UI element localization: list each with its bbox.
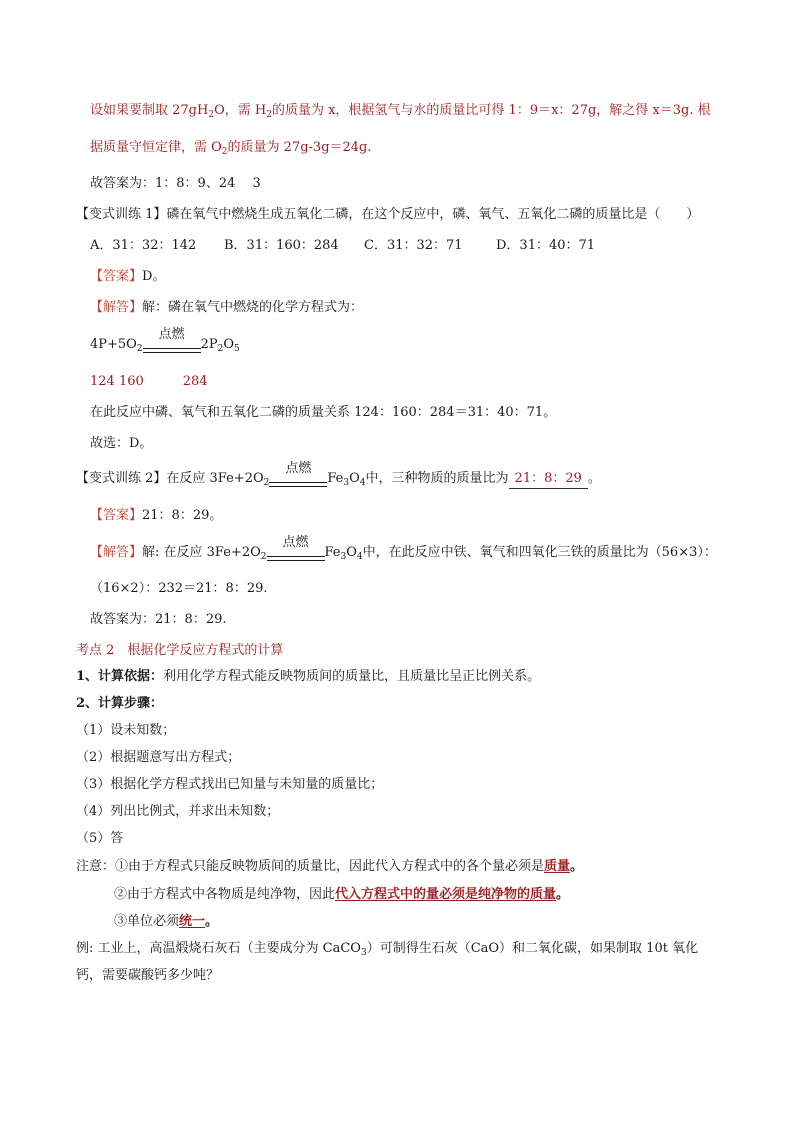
exercise2-explain: 【解答】解: 在反应 $3Fe+2O_2$ 点燃 $Fe_3O_4$中，在此反应中铁、氧气和四氧化三铁的质量比为（56×3）：: [90, 544, 717, 566]
exercise1-equation: $4P+5O_2$ 点燃 $2P_2O_5$: [90, 336, 240, 358]
answer-blank: 21：8：29: [509, 470, 588, 489]
exercise2-stem: 【变式训练 2】在反应 $3Fe+2O_2$ 点燃 $Fe_3O_4$中，三种物质的质量比为 21：8：29 。: [76, 470, 601, 492]
section-point-2: 2、计算步骤：: [76, 696, 164, 711]
step-item: （1）设未知数；: [76, 723, 176, 738]
note-1: 注意：①由于方程式只能反映物质间的质量比，因此代入方程式中的各个量必须是质量。: [76, 859, 584, 874]
exercise1-answer: 【答案】D。: [90, 269, 166, 284]
exercise1-explain: 【解答】解：磷在氧气中燃烧的化学方程式为：: [90, 300, 364, 315]
step-item: （5）答: [76, 831, 124, 846]
step-item: （4）列出比例式，并求出未知数；: [76, 804, 280, 819]
exercise1-choose: 故选：D。: [90, 436, 153, 451]
reaction-condition-arrow: 点燃: [269, 474, 327, 492]
note-3: ③单位必须统一。: [114, 914, 219, 929]
step-item: （2）根据题意写出方程式；: [76, 750, 241, 765]
exercise2-answer: 【答案】21：8：29。: [90, 508, 223, 523]
example-line-2: 钙，需要碳酸钙多少吨？: [76, 968, 220, 983]
solution-answer: 故答案为：1：8：9、24 3: [90, 176, 261, 191]
reaction-condition-arrow: 点燃: [143, 340, 201, 358]
exercise1-stem: 【变式训练 1】磷在氧气中燃烧生成五氧化二磷，在这个反应中，磷、氧气、五氧化二磷的质量比是（ ）: [76, 207, 700, 222]
note-2: ②由于方程式中各物质是纯净物，因此代入方程式中的量必须是纯净物的质量。: [114, 887, 570, 902]
exercise1-relation: 在此反应中磷、氧气和五氧化二磷的质量关系 124：160：284＝31：40：71。: [90, 405, 557, 420]
section-title: 考点 2 根据化学反应方程式的计算: [76, 643, 284, 658]
exercise1-option-d: D．31：40：71: [496, 238, 596, 253]
section-point-1: 1、计算依据：利用化学方程式能反映物质间的质量比，且质量比呈正比例关系。: [76, 669, 541, 684]
solution-line-1: 设如果要制取 $27gH_2O$，需 $H_2$的质量为 x，根据氢气与水的质量比可得 1：9＝x：27g，解之得 x＝3g. 根: [90, 103, 711, 120]
solution-line-2: 据质量守恒定律，需 $O_2$的质量为 27g-3g＝24g.: [90, 140, 372, 157]
reaction-condition-arrow: 点燃: [267, 548, 325, 566]
exercise1-option-b: B．31：160：284: [224, 238, 339, 253]
exercise2-final: 故答案为：21：8：29.: [90, 612, 227, 627]
exercise1-option-c: C．31：32：71: [364, 238, 463, 253]
exercise1-tag: 【变式训练 1】: [76, 207, 167, 222]
step-item: （3）根据化学方程式找出已知量与未知量的质量比；: [76, 777, 384, 792]
exercise2-tag: 【变式训练 2】: [76, 471, 167, 486]
example-line-1: 例: 工业上，高温煅烧石灰石（主要成分为 CaCO$_3$）可制得生石灰（CaO）和二氧化碳，如果制取 10t 氧化: [76, 941, 699, 958]
exercise1-masses: 124 160 284: [90, 374, 208, 389]
exercise2-explain-line2: （16×2）：232＝21：8：29.: [90, 581, 268, 596]
exercise1-option-a: A．31：32：142: [90, 238, 197, 253]
